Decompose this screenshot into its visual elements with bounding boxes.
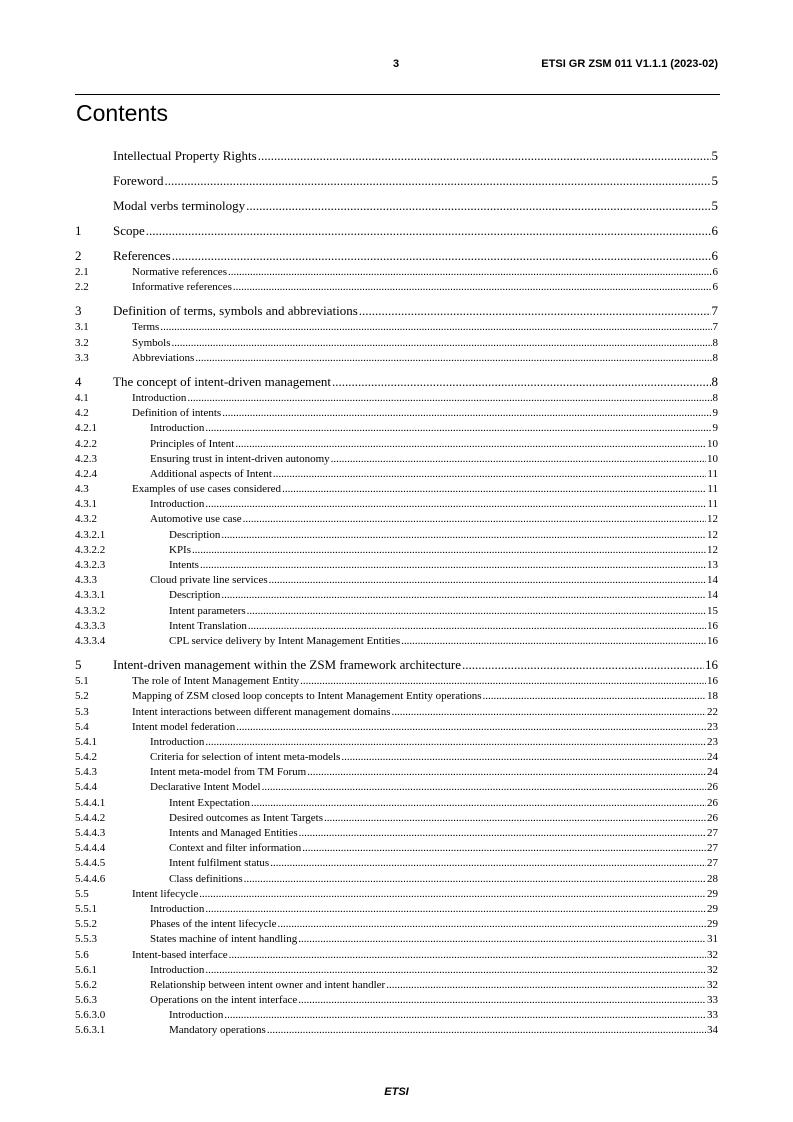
toc-entry-page: 12 xyxy=(707,528,718,541)
toc-leader-dots xyxy=(307,765,706,780)
toc-entry[interactable] xyxy=(75,887,718,902)
toc-entry-label: Intent Expectation xyxy=(169,796,250,809)
toc-entry-page: 8 xyxy=(712,336,718,349)
toc-entry-page: 29 xyxy=(707,918,718,931)
toc-entry[interactable] xyxy=(75,765,718,780)
toc-entry-page: 32 xyxy=(707,948,718,961)
toc-entry[interactable] xyxy=(75,796,718,811)
toc-leader-dots xyxy=(299,826,706,841)
toc-entry-label: Intent interactions between different management domains xyxy=(132,705,391,718)
toc-entry[interactable] xyxy=(75,280,718,295)
toc-entry-number: 4.3.3 xyxy=(75,574,97,587)
toc-entry-label: Criteria for selection of intent meta-models xyxy=(150,751,341,764)
toc-entry-number: 5.6.2 xyxy=(75,978,97,991)
toc-entry-page: 32 xyxy=(707,963,718,976)
toc-leader-dots xyxy=(205,963,706,978)
toc-entry[interactable] xyxy=(75,196,718,215)
toc-leader-dots xyxy=(341,750,706,765)
toc-entry-label: Automotive use case xyxy=(150,513,242,526)
toc-entry-page: 28 xyxy=(707,872,718,885)
toc-entry-number: 5.1 xyxy=(75,675,89,688)
toc-entry-page: 6 xyxy=(711,248,718,263)
toc-leader-dots xyxy=(359,301,711,320)
toc-entry[interactable] xyxy=(75,735,718,750)
toc-entry-label: Introduction xyxy=(150,735,205,748)
toc-entry-page: 31 xyxy=(707,933,718,946)
toc-entry-page: 24 xyxy=(707,766,718,779)
toc-entry[interactable] xyxy=(75,811,718,826)
toc-entry-label: Operations on the intent interface xyxy=(150,994,298,1007)
toc-leader-dots xyxy=(251,796,706,811)
toc-leader-dots xyxy=(192,543,706,558)
toc-entry-label: Intent fulfilment status xyxy=(169,857,270,870)
toc-entry-page: 32 xyxy=(707,978,718,991)
toc-entry-label: Symbols xyxy=(132,336,171,349)
toc-entry[interactable] xyxy=(75,917,718,932)
toc-entry-label: Cloud private line services xyxy=(150,574,268,587)
page-title: Contents xyxy=(76,100,169,126)
toc-leader-dots xyxy=(300,674,706,689)
toc-entry-number: 4.3 xyxy=(75,483,89,496)
toc-entry[interactable] xyxy=(75,320,718,335)
toc-entry-number: 5.4.4.6 xyxy=(75,872,106,885)
toc-entry-label: Intent-based interface xyxy=(132,948,228,961)
toc-entry-page: 34 xyxy=(707,1024,718,1037)
toc-entry[interactable] xyxy=(75,604,718,619)
toc-entry[interactable] xyxy=(75,301,718,320)
toc-leader-dots xyxy=(236,720,706,735)
toc-entry-page: 7 xyxy=(711,303,718,319)
toc-leader-dots xyxy=(332,372,710,391)
toc-entry-label: Introduction xyxy=(150,902,205,915)
toc-entry[interactable] xyxy=(75,588,718,603)
toc-entry-page: 16 xyxy=(705,657,718,673)
toc-entry-number: 5.5.3 xyxy=(75,933,97,946)
toc-entry-page: 23 xyxy=(707,735,718,748)
toc-entry-number: 4.1 xyxy=(75,391,89,404)
toc-entry-number: 5.6.3.1 xyxy=(75,1024,106,1037)
toc-entry-label: Modal verbs terminology xyxy=(113,198,246,213)
toc-entry-label: References xyxy=(113,248,171,263)
toc-entry[interactable] xyxy=(75,619,718,634)
toc-leader-dots xyxy=(221,528,706,543)
toc-entry-page: 16 xyxy=(707,675,718,688)
toc-entry-number: 5 xyxy=(75,657,82,673)
toc-entry[interactable] xyxy=(75,171,718,190)
toc-leader-dots xyxy=(205,735,706,750)
toc-entry[interactable] xyxy=(75,705,718,720)
toc-entry-number: 4.3.2.2 xyxy=(75,543,106,556)
toc-entry-page: 33 xyxy=(707,994,718,1007)
toc-entry-number: 2.2 xyxy=(75,281,89,294)
toc-entry-label: Intent-driven management within the ZSM framework architecture xyxy=(113,657,461,673)
table-of-contents xyxy=(75,146,718,1039)
toc-entry-number: 4.3.2.3 xyxy=(75,559,106,571)
toc-entry-page: 22 xyxy=(707,705,718,718)
toc-entry[interactable] xyxy=(75,528,718,543)
toc-leader-dots xyxy=(302,841,706,856)
toc-entry-page: 11 xyxy=(707,467,718,480)
toc-leader-dots xyxy=(221,588,706,603)
toc-entry-page: 13 xyxy=(707,559,718,571)
toc-entry-label: Intent model federation xyxy=(132,720,236,733)
toc-leader-dots xyxy=(172,336,712,351)
toc-entry-number: 5.5.1 xyxy=(75,902,97,915)
toc-entry-number: 1 xyxy=(75,223,82,238)
toc-entry-label: Introduction xyxy=(150,963,205,976)
toc-entry-number: 2.1 xyxy=(75,266,89,278)
toc-entry-number: 5.5.2 xyxy=(75,918,97,931)
toc-leader-dots xyxy=(229,948,706,963)
toc-entry-label: Intent meta-model from TM Forum xyxy=(150,766,307,779)
toc-entry-page: 16 xyxy=(707,619,718,632)
toc-entry-number: 5.4 xyxy=(75,720,89,733)
toc-entry[interactable] xyxy=(75,558,718,573)
toc-entry-number: 4.3.3.4 xyxy=(75,634,106,647)
toc-leader-dots xyxy=(224,1008,706,1023)
toc-entry[interactable] xyxy=(75,689,718,704)
toc-entry-number: 3.3 xyxy=(75,351,89,364)
toc-entry-label: Introduction xyxy=(150,422,205,435)
toc-entry-number: 4.2.2 xyxy=(75,437,97,450)
toc-entry-number: 4.3.2 xyxy=(75,513,97,526)
toc-leader-dots xyxy=(386,978,706,993)
toc-leader-dots xyxy=(160,320,711,335)
toc-entry-number: 4.2.3 xyxy=(75,452,97,465)
toc-entry-label: Intent Translation xyxy=(169,619,247,632)
toc-entry-label: Relationship between intent owner and intent handler xyxy=(150,978,386,991)
toc-leader-dots xyxy=(282,482,706,497)
toc-entry-page: 27 xyxy=(707,857,718,870)
toc-entry-number: 5.4.3 xyxy=(75,766,97,779)
toc-entry[interactable] xyxy=(75,978,718,993)
toc-entry[interactable] xyxy=(75,146,718,165)
toc-entry-number: 5.2 xyxy=(75,690,89,703)
toc-entry-label: Intents xyxy=(169,559,199,571)
toc-leader-dots xyxy=(199,887,706,902)
toc-leader-dots xyxy=(233,280,712,295)
toc-entry-number: 5.6.3.0 xyxy=(75,1009,106,1022)
toc-entry-page: 12 xyxy=(707,513,718,526)
toc-entry-number: 4.3.3.2 xyxy=(75,604,106,617)
toc-entry[interactable] xyxy=(75,482,718,497)
toc-entry-number: 5.6 xyxy=(75,948,89,961)
toc-leader-dots xyxy=(298,993,706,1008)
toc-leader-dots xyxy=(172,246,711,265)
toc-entry[interactable] xyxy=(75,750,718,765)
toc-entry[interactable] xyxy=(75,543,718,558)
toc-entry-number: 4.3.2.1 xyxy=(75,528,106,541)
toc-leader-dots xyxy=(235,437,706,452)
toc-entry-page: 26 xyxy=(707,811,718,824)
toc-leader-dots xyxy=(200,558,706,573)
toc-entry-label: Description xyxy=(169,528,221,541)
toc-entry-page: 8 xyxy=(712,391,718,404)
toc-entry-page: 27 xyxy=(707,842,718,855)
toc-leader-dots xyxy=(247,604,706,619)
toc-entry[interactable] xyxy=(75,932,718,947)
toc-entry-label: CPL service delivery by Intent Management Entities xyxy=(169,634,401,647)
toc-entry-label: Introduction xyxy=(132,391,187,404)
toc-entry[interactable] xyxy=(75,221,718,240)
toc-entry-number: 4.2 xyxy=(75,407,89,420)
toc-entry[interactable] xyxy=(75,351,718,366)
toc-entry-label: Definition of terms, symbols and abbreviations xyxy=(113,303,358,319)
toc-entry[interactable] xyxy=(75,1008,718,1023)
toc-entry-label: States machine of intent handling xyxy=(150,933,298,946)
toc-entry-label: Examples of use cases considered xyxy=(132,483,282,496)
toc-entry-number: 2 xyxy=(75,248,82,263)
toc-entry[interactable] xyxy=(75,512,718,527)
toc-entry-page: 6 xyxy=(712,266,718,278)
toc-entry-label: Intellectual Property Rights xyxy=(113,148,257,163)
toc-entry-page: 10 xyxy=(707,437,718,450)
toc-entry-page: 24 xyxy=(707,751,718,764)
toc-entry[interactable] xyxy=(75,826,718,841)
toc-entry-page: 26 xyxy=(707,781,718,794)
toc-leader-dots xyxy=(246,196,710,215)
toc-entry[interactable] xyxy=(75,573,718,588)
toc-entry-label: Class definitions xyxy=(169,872,243,885)
toc-entry-label: Additional aspects of Intent xyxy=(150,467,272,480)
toc-entry-number: 4.3.1 xyxy=(75,498,97,511)
toc-leader-dots xyxy=(228,265,712,280)
toc-entry-label: Principles of Intent xyxy=(150,437,235,450)
toc-entry[interactable] xyxy=(75,720,718,735)
toc-entry-label: Informative references xyxy=(132,281,232,294)
toc-leader-dots xyxy=(146,221,711,240)
toc-entry[interactable] xyxy=(75,437,718,452)
toc-entry-label: Description xyxy=(169,589,221,602)
toc-entry-label: Ensuring trust in intent-driven autonomy xyxy=(150,452,330,465)
toc-entry-page: 27 xyxy=(707,827,718,839)
toc-entry-page: 16 xyxy=(707,634,718,647)
toc-leader-dots xyxy=(205,421,711,436)
toc-leader-dots xyxy=(392,705,706,720)
toc-leader-dots xyxy=(243,512,706,527)
toc-entry-label: Mapping of ZSM closed loop concepts to Intent Management Entity operations xyxy=(132,690,482,703)
toc-entry-page: 6 xyxy=(712,281,718,294)
toc-entry-label: Desired outcomes as Intent Targets xyxy=(169,811,324,824)
toc-entry-page: 6 xyxy=(711,223,718,238)
toc-leader-dots xyxy=(205,902,706,917)
toc-entry[interactable] xyxy=(75,372,718,391)
toc-entry-label: Intent parameters xyxy=(169,604,246,617)
toc-entry-label: Definition of intents xyxy=(132,407,222,420)
toc-entry-label: Mandatory operations xyxy=(169,1024,266,1037)
toc-entry-label: Foreword xyxy=(113,173,164,188)
toc-leader-dots xyxy=(269,573,706,588)
toc-entry-number: 4 xyxy=(75,373,82,389)
document-id: ETSI GR ZSM 011 V1.1.1 (2023-02) xyxy=(541,58,718,70)
toc-entry-number: 3.2 xyxy=(75,336,89,349)
toc-leader-dots xyxy=(277,917,706,932)
toc-entry-label: Introduction xyxy=(169,1009,224,1022)
toc-leader-dots xyxy=(187,391,711,406)
toc-entry[interactable] xyxy=(75,674,718,689)
toc-entry-page: 15 xyxy=(707,604,718,617)
toc-leader-dots xyxy=(267,1023,706,1038)
toc-leader-dots xyxy=(462,655,704,674)
toc-entry-page: 5 xyxy=(711,198,718,213)
toc-entry[interactable] xyxy=(75,391,718,406)
toc-entry-number: 5.4.4.1 xyxy=(75,796,106,809)
toc-leader-dots xyxy=(401,634,706,649)
toc-entry-page: 5 xyxy=(711,173,718,188)
toc-entry-page: 9 xyxy=(712,422,718,435)
toc-leader-dots xyxy=(331,452,706,467)
toc-leader-dots xyxy=(165,171,711,190)
toc-leader-dots xyxy=(244,872,706,887)
toc-entry-number: 5.5 xyxy=(75,887,89,900)
toc-entry[interactable] xyxy=(75,634,718,649)
toc-entry-page: 29 xyxy=(707,902,718,915)
toc-entry-page: 26 xyxy=(707,796,718,809)
toc-entry-label: Intent lifecycle xyxy=(132,887,199,900)
toc-entry-number: 4.3.3.3 xyxy=(75,619,106,632)
toc-entry-number: 5.6.3 xyxy=(75,994,97,1007)
toc-entry-label: Declarative Intent Model xyxy=(150,781,261,794)
toc-entry-page: 8 xyxy=(712,351,718,364)
toc-entry-page: 12 xyxy=(707,543,718,556)
toc-entry-label: Introduction xyxy=(150,498,205,511)
toc-entry-number: 4.3.3.1 xyxy=(75,589,106,602)
toc-entry[interactable] xyxy=(75,452,718,467)
toc-entry-page: 7 xyxy=(712,321,718,334)
toc-leader-dots xyxy=(273,467,707,482)
toc-entry-number: 5.4.2 xyxy=(75,751,97,764)
toc-entry[interactable] xyxy=(75,856,718,871)
toc-entry-page: 8 xyxy=(711,373,718,389)
toc-entry-number: 5.4.4.2 xyxy=(75,811,106,824)
toc-entry[interactable] xyxy=(75,655,718,674)
toc-entry-number: 5.4.4.5 xyxy=(75,857,106,870)
toc-entry-page: 33 xyxy=(707,1009,718,1022)
toc-entry-label: Terms xyxy=(132,321,160,334)
toc-entry-label: Scope xyxy=(113,223,145,238)
toc-leader-dots xyxy=(270,856,706,871)
toc-entry[interactable] xyxy=(75,902,718,917)
toc-entry-page: 14 xyxy=(707,589,718,602)
toc-entry[interactable] xyxy=(75,993,718,1008)
toc-leader-dots xyxy=(262,780,706,795)
toc-entry-page: 10 xyxy=(707,452,718,465)
header-rule xyxy=(75,94,720,95)
toc-entry[interactable] xyxy=(75,948,718,963)
toc-entry[interactable] xyxy=(75,265,718,280)
toc-entry-number: 4.2.4 xyxy=(75,467,97,480)
footer-etsi: ETSI xyxy=(384,1086,409,1098)
toc-leader-dots xyxy=(258,146,711,165)
toc-entry[interactable] xyxy=(75,780,718,795)
toc-entry[interactable] xyxy=(75,421,718,436)
toc-entry[interactable] xyxy=(75,963,718,978)
toc-entry[interactable] xyxy=(75,246,718,265)
toc-entry[interactable] xyxy=(75,467,718,482)
toc-entry-label: Intents and Managed Entities xyxy=(169,827,298,839)
toc-entry-number: 5.4.4.4 xyxy=(75,842,106,855)
toc-entry-page: 18 xyxy=(707,690,718,703)
toc-entry-page: 23 xyxy=(707,720,718,733)
toc-entry-page: 9 xyxy=(712,407,718,420)
toc-leader-dots xyxy=(298,932,706,947)
toc-entry-label: Abbreviations xyxy=(132,351,195,364)
toc-entry-number: 5.6.1 xyxy=(75,963,97,976)
toc-entry-number: 5.4.4.3 xyxy=(75,827,106,839)
toc-entry[interactable] xyxy=(75,497,718,512)
toc-entry-number: 3 xyxy=(75,303,82,319)
toc-entry-number: 5.3 xyxy=(75,705,89,718)
toc-leader-dots xyxy=(195,351,711,366)
toc-entry-page: 14 xyxy=(707,574,718,587)
toc-entry-label: Context and filter information xyxy=(169,842,302,855)
toc-leader-dots xyxy=(205,497,706,512)
toc-entry-number: 3.1 xyxy=(75,321,89,334)
toc-entry[interactable] xyxy=(75,872,718,887)
toc-leader-dots xyxy=(248,619,706,634)
toc-entry-page: 29 xyxy=(707,887,718,900)
toc-entry-label: The concept of intent-driven management xyxy=(113,373,332,389)
toc-leader-dots xyxy=(483,689,707,704)
toc-entry-label: Normative references xyxy=(132,266,227,278)
toc-entry-label: KPIs xyxy=(169,543,192,556)
toc-entry-number: 4.2.1 xyxy=(75,422,97,435)
toc-entry-label: Phases of the intent lifecycle xyxy=(150,918,277,931)
toc-leader-dots xyxy=(324,811,706,826)
toc-entry-number: 5.4.1 xyxy=(75,735,97,748)
toc-entry-page: 5 xyxy=(711,148,718,163)
toc-entry[interactable] xyxy=(75,406,718,421)
toc-entry-page: 11 xyxy=(707,498,718,511)
toc-entry[interactable] xyxy=(75,1023,718,1038)
toc-entry[interactable] xyxy=(75,336,718,351)
toc-leader-dots xyxy=(222,406,711,421)
toc-entry[interactable] xyxy=(75,841,718,856)
toc-entry-label: The role of Intent Management Entity xyxy=(132,675,300,688)
toc-entry-number: 5.4.4 xyxy=(75,781,97,794)
toc-entry-page: 11 xyxy=(707,483,718,496)
page-number: 3 xyxy=(393,58,400,70)
